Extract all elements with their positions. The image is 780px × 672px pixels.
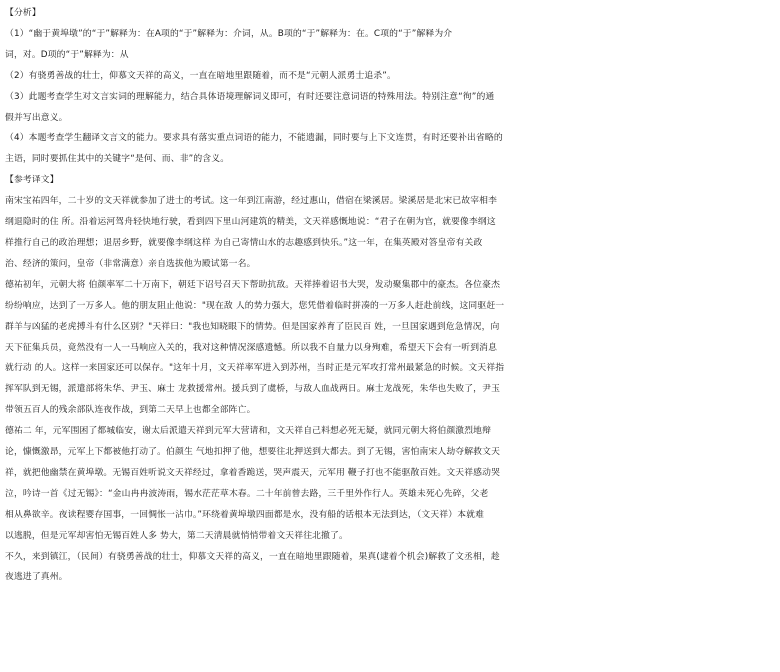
analysis-heading: 【分析】 — [5, 8, 41, 18]
text-line: （2）有骁勇善战的壮士，仰慕文天祥的高义，一直在暗地里跟随着，而不是“元朝人派勇士追杀”。 — [5, 70, 396, 81]
text-line: 以逃脱，但是元军却害怕无锡百姓人多 势大，第二天清晨就悄悄带着文天祥往北撤了。 — [5, 530, 348, 541]
text-line: 泣，吟诗一首《过无锡》：“金山冉冉波涛雨，锡水茫茫草木春。二十年前曾去路，三千里外作行人。英雄未死心先碎，父老 — [5, 488, 489, 499]
translation-heading: 【参考译文】 — [5, 175, 59, 186]
text-line: 夜逃进了真州。 — [5, 572, 68, 583]
text-line: 治、经济的策问，皇帝（非常满意）亲自选拔他为殿试第一名。 — [5, 258, 256, 269]
text-line: 群羊与凶猛的老虎搏斗有什么区别？"天祥曰："我也知晓眼下的情势。但是国家养育了臣民百 姓，一旦国家遇到危急情况，向 — [5, 321, 500, 332]
translation-paragraph-3 — [5, 421, 776, 546]
text-line: （1）“幽于黄埠墩”的“于”解释为：在A项的“于”解释为：介词，从。B项的“于”解释为：在。C项的“于”解释为介 — [5, 28, 453, 39]
text-line: 论，慷慨激昂，元军上下都被他打动了。伯颜生 气地扣押了他，想要往北押送到大都去。到了无锡，害怕南宋人劫夺解救文天 — [5, 447, 501, 458]
text-line: 挥军队到无锡，派遣部将朱华、尹玉、麻士 龙救援常州。援兵到了虞桥，与敌人血战两日。麻士龙战死，朱华也失败了，尹玉 — [5, 384, 501, 395]
analysis-item-3 — [5, 87, 776, 129]
translation-paragraph-1 — [5, 191, 776, 275]
text-line: 德祐二 年，元军围困了都城临安，谢太后派遣天祥到元军大营请和，文天祥自己料想必死无疑，就同元朝大将伯颜激烈地辩 — [5, 426, 492, 437]
text-line: 主语，同时要抓住其中的关键字“是何、而、非”的含义。 — [5, 154, 230, 165]
text-line: 南宋宝祐四年，二十岁的文天祥就参加了进士的考试。这一年到江南游，经过惠山，借宿在梁溪居。梁溪居是北宋已故宰相李 — [5, 196, 498, 207]
analysis-item-4 — [5, 128, 776, 170]
text-line: （3）此题考查学生对文言实词的理解能力，结合具体语境理解词义即可，有时还要注意词语的特殊用法。特别注意“徇”的通 — [5, 91, 495, 102]
text-line: 就行动 的人。这样一来国家还可以保存。"这年十月，文天祥率军进入到苏州，当时正是元军攻打常州最紧急的时候。文天祥指 — [5, 363, 505, 374]
text-line: 不久，来到镇江，（民间）有骁勇善战的壮士，仰慕文天祥的高义，一直在暗地里跟随着，果真(逮着个机会)解救了文丞相，趁 — [5, 551, 500, 562]
text-line: 祥，就把他幽禁在黄埠墩。无锡百姓听说文天祥经过，拿着香跪送，哭声震天，元军用 鞭子打也不能驱散百姓。文天祥感动哭 — [5, 467, 501, 478]
translation-paragraph-2 — [5, 275, 776, 421]
text-line: 天下征集兵员，竟然没有一人一马响应入关的，我对这种情况深感遗憾。所以我不自量力以身殉难，希望天下会有一听到消息 — [5, 342, 498, 353]
text-line: 词，对。D项的“于”解释为：从 — [5, 49, 129, 60]
text-line: 样推行自己的政治理想；退居乡野，就要像李纲这样 为自己寄情山水的志趣感到快乐。”这一年，在集英殿对答皇帝有关政 — [5, 237, 483, 248]
analysis-item-1 — [5, 24, 776, 66]
analysis-item-2 — [5, 66, 776, 87]
translation-paragraph-4 — [5, 547, 776, 589]
text-line: 纲退隐时的住 所。沿着运河驾舟轻快地行驶，看到四下里山河建筑的精美，文天祥感慨地说：“君子在朝为官，就要像李纲这 — [5, 217, 496, 228]
text-line: 德祐初年，元朝大将 伯颜率军二十万南下，朝廷下诏号召天下帮助抗敌。天祥捧着诏书大哭，发动聚集郡中的豪杰。各位豪杰 — [5, 279, 501, 290]
text-line: 纷纷响应，达到了一万多人。他的朋友阻止他说："现在敌 人的势力强大，您凭借着临时拼凑的一万多人赶赴前线，这同驱赶一 — [5, 300, 505, 311]
text-line: 假并写出意义。 — [5, 112, 68, 123]
text-line: 带领五百人的残余部队连夜作战，到第二天早上也都全部阵亡。 — [5, 405, 256, 416]
text-line: （4）本题考查学生翻译文言文的能力。要求具有落实重点词语的能力，不能遗漏，同时要与上下文连贯，有时还要补出省略的 — [5, 133, 503, 144]
text-line: 相从鼻欲辛。夜读程婴存国事，一回惆怅一沾巾。”环绕着黄埠墩四面都是水，没有船的话根本无法到达，（文天祥）本就难 — [5, 509, 485, 520]
